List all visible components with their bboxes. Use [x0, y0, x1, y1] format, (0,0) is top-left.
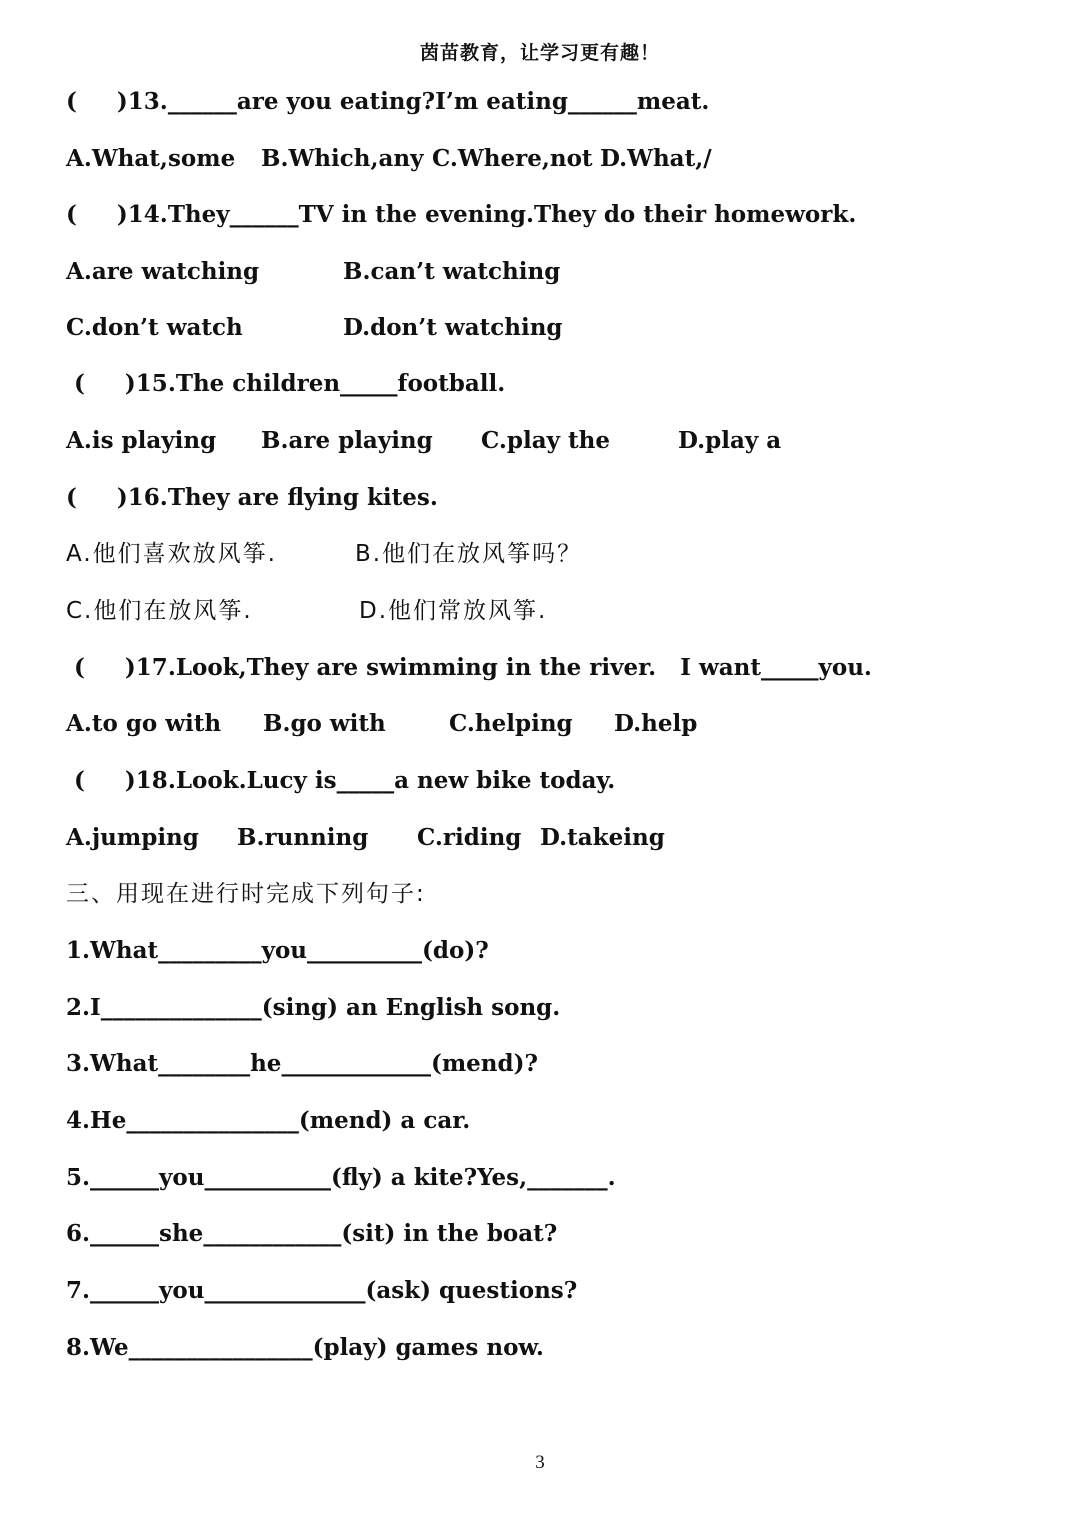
section-3-item-1: 1.What_________you__________(do)?	[66, 937, 489, 964]
option-14-d: D.don’t watching	[343, 314, 563, 341]
option-16-d: D.他们常放风筝.	[359, 598, 548, 624]
question-14: ( )14.They______TV in the evening.They do their homework.	[66, 201, 857, 228]
section-3-item-7: 7.______you______________(ask) questions?	[66, 1277, 578, 1304]
option-17-d: D.help	[614, 710, 698, 737]
section-3-item-8: 8.We________________(play) games now.	[66, 1334, 544, 1361]
page-header: 茵苗教育，让学习更有趣！	[419, 42, 660, 64]
section-3-item-4: 4.He_______________(mend) a car.	[66, 1107, 471, 1134]
option-15-b: B.are playing	[261, 427, 433, 454]
question-18: ( )18.Look.Lucy is_____a new bike today.	[66, 767, 616, 794]
section-3-item-5: 5.______you___________(fly) a kite?Yes,_______.	[66, 1164, 616, 1191]
option-13-d: D.What,/	[600, 145, 712, 172]
option-14-b: B.can’t watching	[343, 258, 561, 285]
option-18-d: D.takeing	[540, 824, 665, 851]
option-17-a: A.to go with	[66, 710, 222, 737]
question-15: ( )15.The children_____football.	[66, 370, 506, 397]
option-16-a: A.他们喜欢放风筝.	[66, 541, 277, 567]
option-15-c: C.play the	[481, 427, 610, 454]
question-17: ( )17.Look,They are swimming in the river. I want_____you.	[66, 654, 872, 681]
option-13-c: C.Where,not	[432, 145, 593, 172]
option-13-a: A.What,some	[66, 145, 236, 172]
option-18-b: B.running	[237, 824, 369, 851]
option-16-b: B.他们在放风筝吗？	[355, 541, 583, 567]
option-17-b: B.go with	[263, 710, 386, 737]
question-16: ( )16.They are flying kites.	[66, 484, 438, 511]
page-number: 3	[535, 1452, 545, 1473]
section-3-title: 三、用现在进行时完成下列句子:	[66, 881, 426, 907]
option-17-c: C.helping	[449, 710, 573, 737]
option-18-a: A.jumping	[66, 824, 199, 851]
option-15-a: A.is playing	[66, 427, 217, 454]
option-18-c: C.riding	[417, 824, 522, 851]
section-3-item-3: 3.What________he_____________(mend)?	[66, 1050, 538, 1077]
question-13: ( )13.______are you eating?I’m eating______meat.	[66, 88, 710, 115]
section-3-item-6: 6.______she____________(sit) in the boat?	[66, 1220, 558, 1247]
option-16-c: C.他们在放风筝.	[66, 598, 253, 624]
section-3-item-2: 2.I______________(sing) an English song.	[66, 994, 561, 1021]
option-15-d: D.play a	[678, 427, 782, 454]
option-14-c: C.don’t watch	[66, 314, 243, 341]
option-13-b: B.Which,any	[261, 145, 424, 172]
option-14-a: A.are watching	[66, 258, 260, 285]
